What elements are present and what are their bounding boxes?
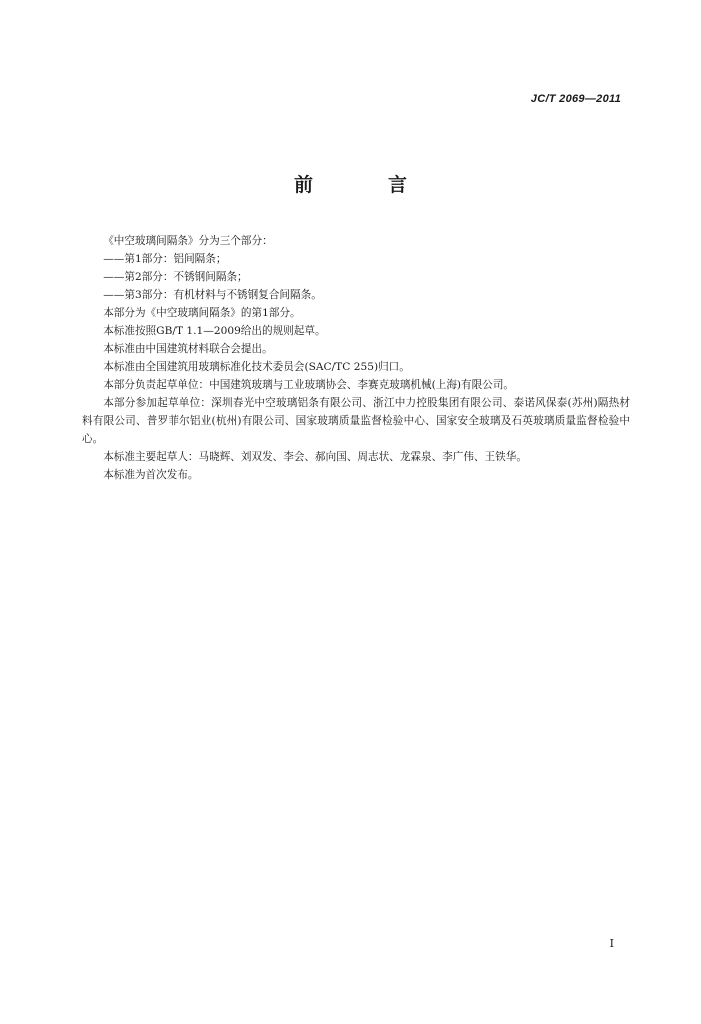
paragraph-this-part: 本部分为《中空玻璃间隔条》的第1部分。: [103, 307, 301, 319]
paragraph-first-release: 本标准为首次发布。: [103, 469, 199, 481]
standard-code: JC/T 2069—2011: [530, 93, 621, 105]
paragraph-main-drafters: 本标准主要起草人：马晓辉、刘双发、李会、郝向国、周志状、龙霖泉、李广伟、王铁华。: [103, 451, 527, 463]
paragraph-under-jurisdiction: 本标准由全国建筑用玻璃标准化技术委员会(SAC/TC 255)归口。: [103, 361, 410, 373]
paragraph-participating-drafters: 本部分参加起草单位：深圳春光中空玻璃铝条有限公司、浙江中力控股集团有限公司、泰诺风保泰(苏州)隔热材料有限公司、普罗菲尔铝业(杭州)有限公司、国家玻璃质量监督检验中心、国家安全玻璃及石英玻璃质量监督检验中心。: [82, 397, 630, 445]
page-number: I: [609, 937, 614, 950]
paragraph-drafting-rules: 本标准按照GB/T 1.1—2009给出的规则起草。: [103, 325, 326, 337]
paragraph-parts-intro: 《中空玻璃间隔条》分为三个部分：: [103, 235, 273, 247]
paragraph-part-2: ——第2部分：不锈钢间隔条；: [103, 271, 248, 283]
paragraph-part-1: ——第1部分：铝间隔条；: [103, 253, 227, 265]
page-title: 前 言: [293, 174, 435, 196]
paragraph-responsible-drafters: 本部分负责起草单位：中国建筑玻璃与工业玻璃协会、李赛克玻璃机械(上海)有限公司。: [103, 379, 515, 391]
paragraph-proposed-by: 本标准由中国建筑材料联合会提出。: [103, 343, 273, 355]
foreword-body: [82, 232, 630, 484]
paragraph-part-3: ——第3部分：有机材料与不锈钢复合间隔条。: [103, 289, 322, 301]
